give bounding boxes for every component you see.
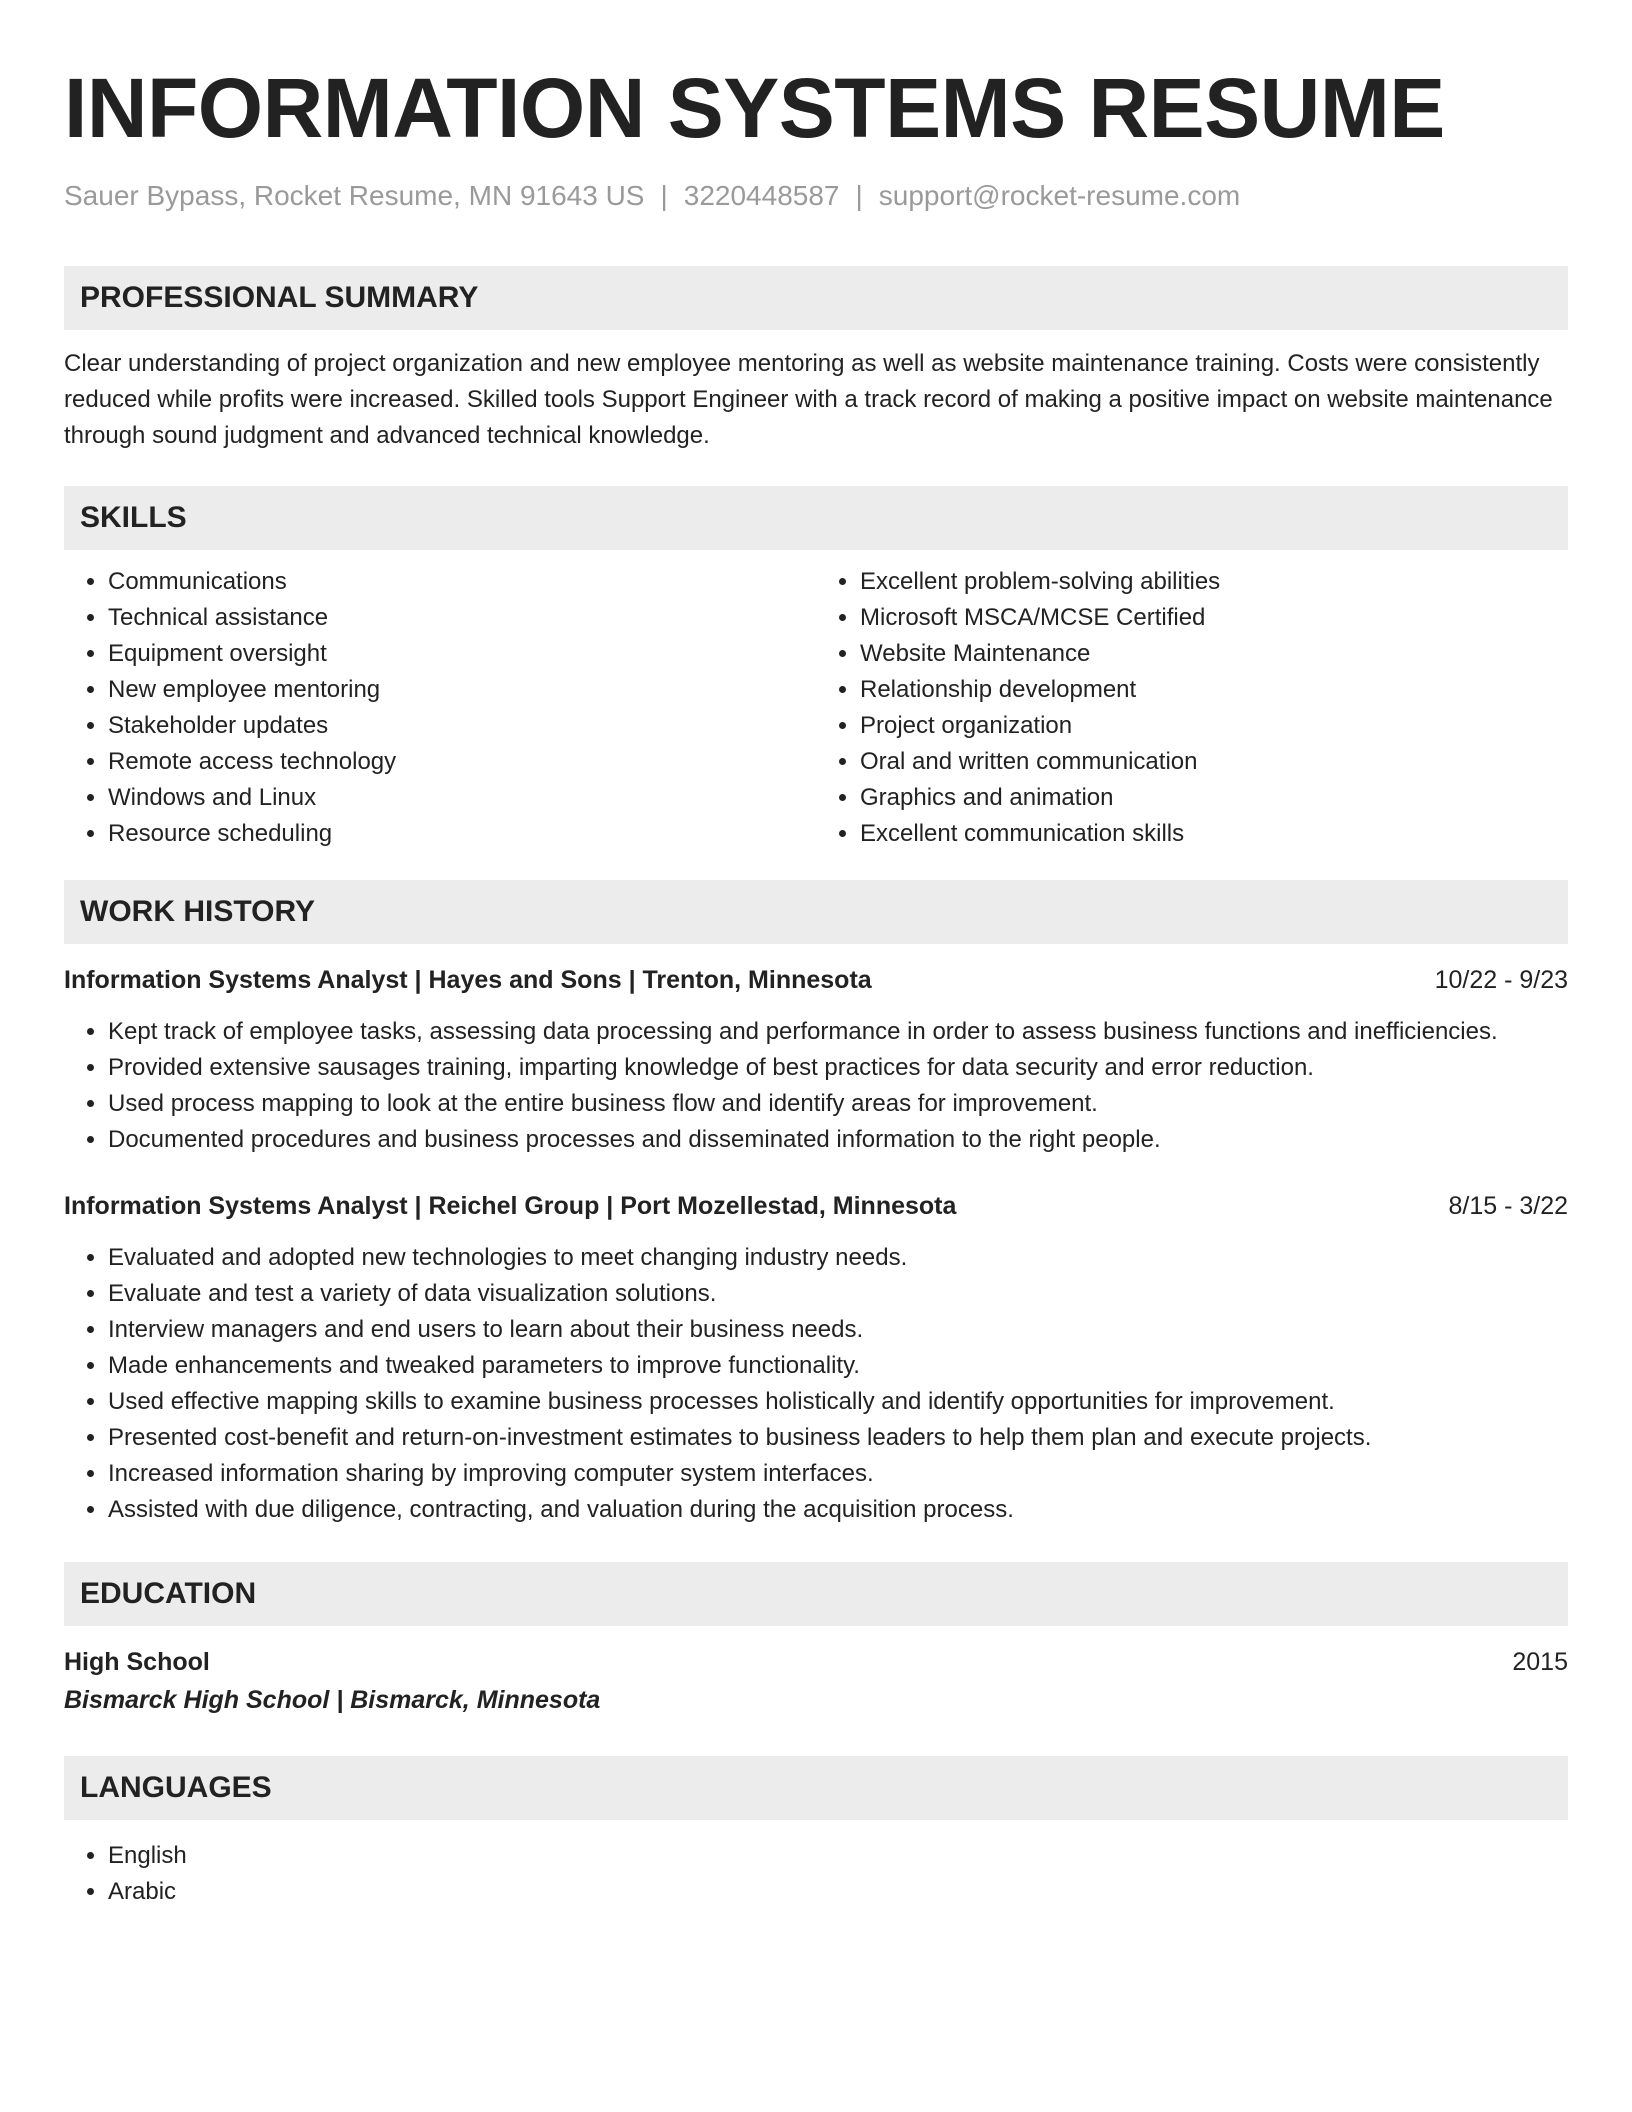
skill-item: • Stakeholder updates [108,708,816,744]
languages-list [64,1838,1568,1910]
skill-item: • Microsoft MSCA/MCSE Certified [860,600,1568,636]
section-heading-languages: LANGUAGES [64,1756,1568,1820]
skill-item: • Project organization [860,708,1568,744]
duty-item: • Used process mapping to look at the entire business flow and identify areas for improvement. [108,1086,1568,1122]
skill-item: • New employee mentoring [108,672,816,708]
contact-email: support@rocket-resume.com [878,180,1241,211]
section-heading-education: EDUCATION [64,1562,1568,1626]
language-item: • English [108,1838,1568,1874]
job-header [64,962,1568,998]
section-heading-skills: SKILLS [64,486,1568,550]
job-dates: 8/15 - 3/22 [1448,1192,1568,1220]
duty-item: • Evaluate and test a variety of data visualization solutions. [108,1276,1568,1312]
duty-item: • Interview managers and end users to learn about their business needs. [108,1312,1568,1348]
skill-item: • Graphics and animation [860,780,1568,816]
summary-text: Clear understanding of project organization and new employee mentoring as well as website maintenance training. Costs were consistently reduced while profits were increased. Skilled tools Support Engineer with a track record of making a positive impact on website maintenance through sound judgment and advanced technical knowledge. [64,350,1553,449]
skill-item: • Excellent communication skills [860,816,1568,852]
skills-column-right [816,564,1568,852]
contact-separator: | [855,180,863,211]
skill-item: • Relationship development [860,672,1568,708]
contact-separator: | [660,180,668,211]
section-heading-summary: PROFESSIONAL SUMMARY [64,266,1568,330]
skill-item: • Communications [108,564,816,600]
duty-item: • Made enhancements and tweaked parameters to improve functionality. [108,1348,1568,1384]
education-school: Bismarck High School | Bismarck, Minnesota [64,1686,601,1714]
job-title: Information Systems Analyst | Reichel Group | Port Mozellestad, Minnesota [64,1192,957,1220]
education-degree: High School [64,1648,210,1676]
job-header [64,1188,1568,1224]
skills-list [64,564,1568,852]
skill-item: • Windows and Linux [108,780,816,816]
skills-column-left [64,564,816,852]
duty-item: • Documented procedures and business processes and disseminated information to the right people. [108,1122,1568,1158]
language-item: • Arabic [108,1874,1568,1910]
job-duties [64,1240,1568,1528]
resume-title: INFORMATION SYSTEMS RESUME [64,61,1445,155]
duty-item: • Provided extensive sausages training, imparting knowledge of best practices for data security and error reduction. [108,1050,1568,1086]
section-heading-work-history: WORK HISTORY [64,880,1568,944]
skill-item: • Equipment oversight [108,636,816,672]
contact-line [64,178,1568,214]
job-duties [64,1014,1568,1158]
duty-item: • Assisted with due diligence, contracting, and valuation during the acquisition process. [108,1492,1568,1528]
duty-item: • Evaluated and adopted new technologies to meet changing industry needs. [108,1240,1568,1276]
duty-item: • Increased information sharing by improving computer system interfaces. [108,1456,1568,1492]
skill-item: • Oral and written communication [860,744,1568,780]
contact-address: Sauer Bypass, Rocket Resume, MN 91643 US [64,180,645,211]
duty-item: • Used effective mapping skills to examine business processes holistically and identify opportunities for improvement. [108,1384,1568,1420]
skill-item: • Website Maintenance [860,636,1568,672]
skill-item: • Excellent problem-solving abilities [860,564,1568,600]
contact-phone: 3220448587 [683,180,840,211]
duty-item: • Presented cost-benefit and return-on-investment estimates to business leaders to help them plan and execute projects. [108,1420,1568,1456]
skill-item: • Resource scheduling [108,816,816,852]
skill-item: • Remote access technology [108,744,816,780]
education-entry [64,1644,1568,1680]
duty-item: • Kept track of employee tasks, assessing data processing and performance in order to assess business functions and inefficiencies. [108,1014,1568,1050]
education-year: 2015 [1512,1648,1568,1676]
skill-item: • Technical assistance [108,600,816,636]
job-dates: 10/22 - 9/23 [1434,966,1568,994]
job-title: Information Systems Analyst | Hayes and Sons | Trenton, Minnesota [64,966,872,994]
